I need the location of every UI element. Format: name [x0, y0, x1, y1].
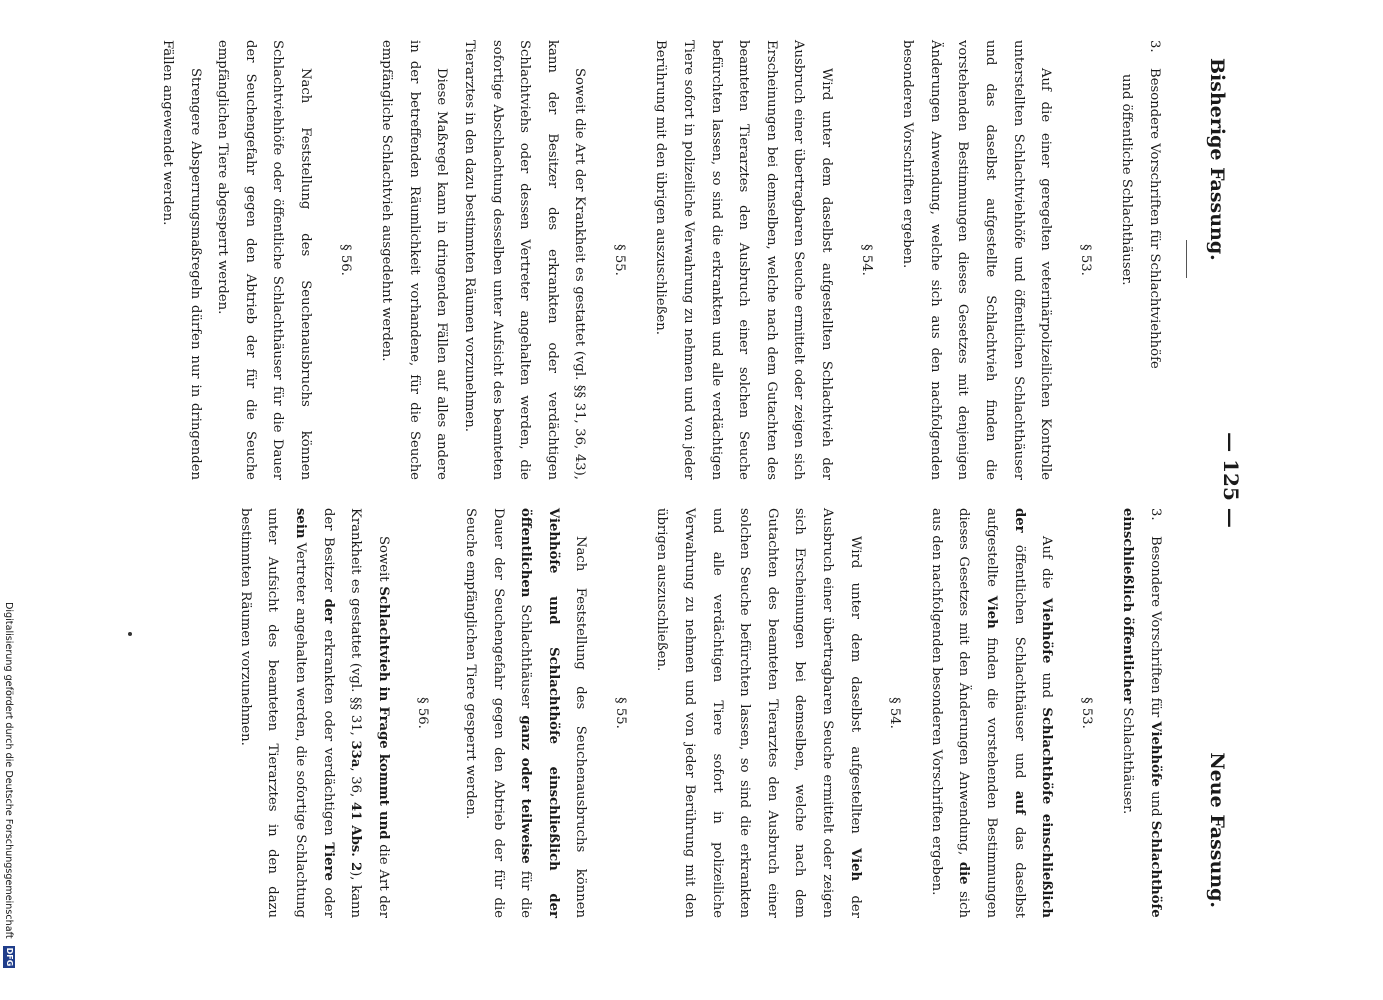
paragraph-55-text-1: Soweit die Art der Krankheit es gestattet (vgl. §§ 31, 36, 43), kann der Besitzer des erkrankten oder verdächtigen Schlachtviehs oder dessen Vertreter angehalten werden, die sofortige Abschlachtung desselben unter Aufsicht des beamteten Tierarztes in den dazu bestimmten Räumen vorzunehmen.: [461, 40, 588, 480]
heading-rule: [1186, 240, 1187, 278]
paragraph-sign-55: § 55.: [612, 697, 628, 729]
paragraph-55-text-2: Diese Maßregel kann in dringenden Fällen auf alles andere in der betreffenden Räumlichkeit vorhandene, für die Seuche empfängliche Schlachtvieh ausgedehnt werden.: [379, 40, 450, 480]
section-number: 3.: [1148, 508, 1163, 521]
paragraph-54-text: Wird unter dem daselbst aufgestellten Vieh der Ausbruch einer übertragbaren Seuche ermittelt oder zeigen sich Erscheinungen bei demselben, welche nach dem Gutachten des beamteten Tierarztes den Ausbruch einer solchen Seuche befürchten lassen, so sind die erkrankten und alle verdächtigen Tiere sofort in polizeiliche Verwahrung zu nehmen und von jeder Berührung mit den übrigen auszuschließen.: [654, 508, 863, 918]
column-heading-previous: Bisherige Fassung.: [1206, 58, 1228, 261]
paragraph-55-text: Nach Feststellung des Seuchenausbruchs können Viehhöfe und Schlachthöfe einschließlich der öffentlichen Schlachthäuser ganz oder teilweise für die Dauer der Seuchengefahr gegen den Abtrieb der für die Seuche empfänglichen Tiere gesperrt werden.: [462, 508, 589, 919]
section-number: 3.: [1147, 40, 1162, 53]
page-number: — 125 —: [1219, 432, 1243, 528]
paragraph-53-text: Auf die einer geregelten veterinärpolizeilichen Kontrolle unterstellten Schlachtviehhöfe und öffentlichen Schlachthäuser und das daselbst aufgestellte Schlachtvieh finden die vorstehenden Bestimmungen dieses Gesetzes mit denjenigen Änderungen Anwendung, welche sich aus den nachfolgenden besonderen Vorschriften ergeben.: [900, 40, 1054, 480]
paragraph-sign-55: § 55.: [611, 244, 627, 276]
paragraph-sign-54: § 54.: [887, 697, 903, 729]
paragraph-53-text: Auf die Viehhöfe und Schlachthöfe einschließlich der öffentlichen Schlachthäuser und auf das daselbst aufgestellte Vieh finden die vorstehenden Bestimmungen dieses Gesetzes mit den Änderungen Anwendung, die sich aus den nachfolgenden besonderen Vorschriften ergeben.: [928, 508, 1055, 919]
paragraph-56-text-1: Nach Feststellung des Seuchenausbruchs können Schlachtviehhöfe oder öffentliche Schlachthäuser für die Dauer der Seuchengefahr gegen den Abtrieb der für die Seuche empfänglichen Tiere abgesperrt werden.: [215, 40, 313, 480]
paragraph-sign-53: § 53.: [1077, 244, 1093, 276]
section-3-title-previous: [1113, 40, 1168, 480]
footer-credit-text: Digitalisierung gefördert durch die Deutsche Forschungsgemeinschaft: [3, 602, 14, 939]
footer-rotated: [0, 602, 16, 998]
digitization-footer: [0, 602, 16, 998]
paragraph-sign-54: § 54.: [858, 244, 874, 276]
column-heading-new: Neue Fassung.: [1206, 752, 1228, 908]
section-3-title-new: 3.Besondere Vorschriften für Viehhöfe und Schlachthöfe einschließlich öffentlicher Schlachthäuser.: [1114, 508, 1169, 918]
column-new-version: [231, 508, 1237, 918]
paragraph-56-text-2: Strengere Absperrungsmaßregeln dürfen nur in dringenden Fällen angewendet werden.: [160, 40, 203, 480]
paragraph-sign-56: § 56.: [337, 244, 353, 276]
section-title-line-2: und öffentliche Schlachthäuser.: [1119, 74, 1135, 286]
ink-speck: [128, 632, 132, 636]
paragraph-54-text: Wird unter dem daselbst aufgestellten Schlachtvieh der Ausbruch einer übertragbaren Seuche ermittelt oder zeigen sich Erscheinungen bei demselben, welche nach dem Gutachten des beamteten Tierarztes den Ausbruch einer solchen Seuche befürchten lassen, so sind die erkrankten und alle verdächtigen Tiere sofort in polizeiliche Verwahrung zu nehmen und von jeder Berührung mit den übrigen auszuschließen.: [653, 40, 835, 480]
paragraph-sign-53: § 53.: [1078, 697, 1094, 729]
dfg-logo: DFG: [5, 947, 14, 967]
section-title-line-1: Besondere Vorschriften für Schlachtviehhöfe: [1147, 68, 1162, 369]
rotated-page-content: [105, 40, 1245, 920]
column-previous-version: [153, 40, 1237, 480]
paragraph-sign-56: § 56.: [415, 697, 431, 729]
paragraph-56-text: Soweit Schlachtvieh in Frage kommt und die Art der Krankheit es gestattet (vgl. §§ 31, 33a, 36, 41 Abs. 2), kann der Besitzer der erkrankten oder verdächtigen Tiere oder sein Vertreter angehalten werden, die sofortige Schlachtung unter Aufsicht des beamteten Tierarztes in den dazu bestimmten Räumen vorzunehmen.: [237, 508, 391, 918]
